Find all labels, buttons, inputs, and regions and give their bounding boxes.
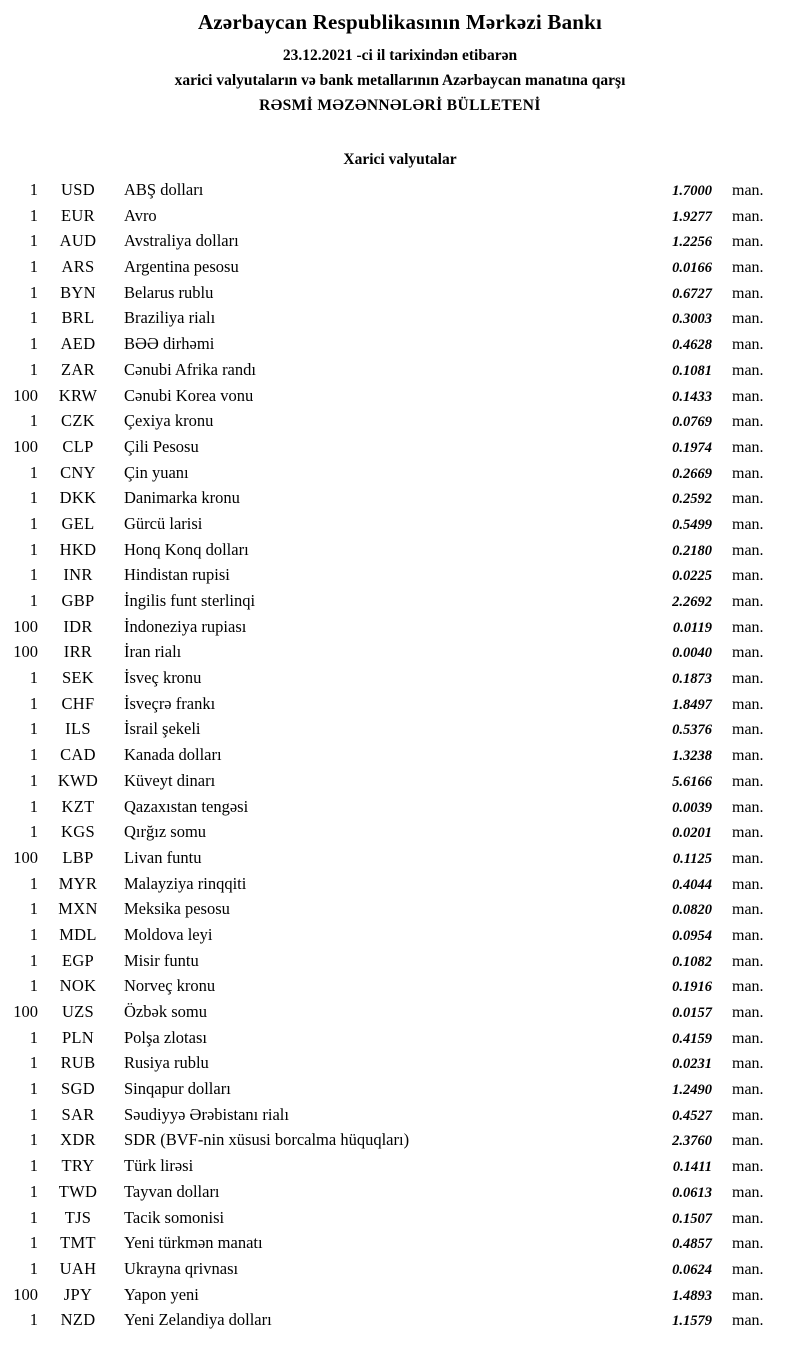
currency-code-cell: CNY [60,462,96,482]
rate-row [6,562,770,588]
quantity-cell: 100 [13,616,38,636]
unit-cell: man. [732,1209,764,1227]
unit-cell: man. [732,772,764,790]
quantity-cell: 100 [13,642,38,662]
rate-row [6,1076,770,1102]
unit-cell: man. [732,1286,764,1304]
unit-cell: man. [732,310,764,328]
quantity-cell: 1 [29,180,38,199]
unit-cell: man. [732,1132,764,1150]
currency-code-cell: IDR [63,616,93,636]
quantity-cell: 1 [29,308,38,328]
rate-value-cell: 0.0119 [672,619,712,636]
rate-value-cell: 0.1873 [672,671,712,688]
quantity-cell: 1 [29,1079,38,1099]
quantity-cell: 1 [29,462,38,482]
rate-row [6,999,770,1025]
rate-value-cell: 0.1082 [672,953,712,970]
unit-cell: man. [732,875,764,893]
quantity-cell: 1 [29,1104,38,1124]
rate-value-cell: 0.1433 [672,388,712,405]
quantity-cell: 1 [29,693,38,713]
rate-row [6,922,770,948]
currency-code-cell: CHF [61,693,95,713]
unit-cell: man. [732,695,764,713]
currency-name-cell: Belarus rublu [124,282,214,302]
currency-name-cell: Ukrayna qrivnası [124,1258,239,1278]
quantity-cell: 1 [29,950,38,970]
currency-code-cell: NOK [59,976,97,996]
quantity-cell: 1 [29,822,38,842]
unit-cell: man. [732,978,764,996]
unit-cell: man. [732,387,764,405]
rate-value-cell: 0.4044 [672,876,712,893]
quantity-cell: 1 [29,205,38,225]
rates-table [0,177,800,1333]
currency-name-cell: Misir funtu [124,950,199,970]
unit-cell: man. [732,1106,764,1124]
currency-name-cell: İran rialı [124,642,182,662]
quantity-cell: 1 [29,513,38,533]
unit-cell: man. [732,413,764,431]
quantity-cell: 1 [29,411,38,431]
quantity-cell: 1 [29,1053,38,1073]
rate-row [6,228,770,254]
currency-name-cell: Yeni türkmən manatı [124,1233,263,1253]
currency-name-cell: Danimarka kronu [124,488,240,508]
rate-value-cell: 0.0039 [672,799,712,816]
rate-value-cell: 0.6727 [672,285,712,302]
quantity-cell: 1 [29,796,38,816]
rate-row [6,948,770,974]
quantity-cell: 1 [29,488,38,508]
currency-code-cell: EUR [61,205,95,225]
quantity-cell: 1 [29,668,38,688]
rate-row [6,871,770,897]
currency-name-cell: Kanada dolları [124,745,222,765]
currency-code-cell: SEK [61,668,95,688]
rate-value-cell: 0.0820 [672,902,712,919]
unit-cell: man. [732,1029,764,1047]
bulletin-title: RƏSMİ MƏZƏNNƏLƏRİ BÜLLETENİ [259,97,541,114]
subtitle: xarici valyutaların və bank metallarının Azərbaycan manatına qarşı [174,72,626,89]
rate-row [6,305,770,331]
rate-value-cell: 0.1411 [672,1159,712,1176]
currency-name-cell: Avro [124,205,157,225]
unit-cell: man. [732,233,764,251]
rate-value-cell: 0.1081 [672,362,712,379]
currency-name-cell: İsveç kronu [124,668,202,688]
rate-row [6,614,770,640]
currency-code-cell: JPY [63,1284,93,1304]
currency-code-cell: TRY [61,1156,95,1176]
rate-value-cell: 0.0624 [672,1261,712,1278]
rate-row [6,177,770,203]
rate-value-cell: 2.3760 [672,1133,712,1150]
currency-name-cell: Çili Pesosu [124,436,199,456]
currency-code-cell: CZK [61,411,95,431]
rate-row [6,665,770,691]
rate-row [6,845,770,871]
currency-name-cell: Tayvan dolları [124,1181,220,1201]
currency-code-cell: CAD [60,745,96,765]
currency-name-cell: Moldova leyi [124,924,213,944]
rate-value-cell: 0.1125 [672,850,712,867]
rate-row [6,357,770,383]
currency-code-cell: NZD [60,1310,96,1330]
unit-cell: man. [732,1260,764,1278]
unit-cell: man. [732,1312,764,1330]
rate-value-cell: 1.9277 [672,208,712,225]
rate-value-cell: 0.0157 [672,1005,712,1021]
rate-value-cell: 0.4527 [672,1107,712,1124]
quantity-cell: 1 [29,591,38,610]
unit-cell: man. [732,541,764,559]
unit-cell: man. [732,618,764,636]
quantity-cell: 1 [29,873,38,893]
currency-name-cell: Braziliya rialı [124,308,216,328]
currency-name-cell: Qazaxıstan tengəsi [124,796,249,816]
rate-row [6,639,770,665]
currency-code-cell: MXN [58,899,98,919]
rate-value-cell: 5.6166 [672,773,712,790]
currency-name-cell: Yapon yeni [124,1284,199,1304]
rate-row [6,280,770,306]
currency-name-cell: Gürcü larisi [124,513,203,533]
unit-cell: man. [732,567,764,585]
unit-cell: man. [732,670,764,688]
currency-name-cell: BƏƏ dirhəmi [124,334,215,354]
rate-row [6,1256,770,1282]
unit-cell: man. [732,1158,764,1176]
rate-row [6,331,770,357]
currency-name-cell: Avstraliya dolları [124,231,239,251]
section-title: Xarici valyutalar [343,151,457,168]
currency-code-cell: CLP [62,436,94,456]
rate-value-cell: 0.1507 [672,1210,712,1227]
currency-code-cell: EGP [61,950,95,970]
rate-value-cell: 0.4628 [672,337,712,354]
currency-code-cell: ILS [65,719,91,739]
unit-cell: man. [732,901,764,919]
currency-code-cell: MYR [58,873,98,893]
quantity-cell: 1 [29,539,38,559]
unit-cell: man. [732,824,764,842]
rate-value-cell: 0.3003 [672,311,712,328]
rate-row [6,460,770,486]
quantity-cell: 1 [29,976,38,996]
rate-row [6,254,770,280]
rate-row [6,768,770,794]
unit-cell: man. [732,1055,764,1073]
quantity-cell: 100 [13,385,38,405]
currency-code-cell: AED [60,334,96,354]
currency-name-cell: Argentina pesosu [124,257,239,277]
rate-value-cell: 0.2592 [672,491,712,508]
currency-name-cell: Küveyt dinarı [124,770,216,790]
rate-value-cell: 0.0040 [672,645,712,662]
currency-name-cell: Livan funtu [124,847,202,867]
currency-name-cell: Norveç kronu [124,976,216,996]
unit-cell: man. [732,361,764,379]
currency-code-cell: GBP [61,591,95,610]
rate-row [6,511,770,537]
quantity-cell: 1 [29,1233,38,1253]
currency-name-cell: Honq Konq dolları [124,539,249,559]
rate-row [6,203,770,229]
rate-value-cell: 2.2692 [672,594,712,610]
currency-code-cell: AUD [59,231,97,251]
unit-cell: man. [732,515,764,533]
rate-value-cell: 1.1579 [672,1313,712,1330]
unit-cell: man. [732,747,764,765]
currency-code-cell: SAR [61,1104,95,1124]
rate-value-cell: 0.0231 [672,1056,712,1073]
currency-code-cell: KGS [61,822,95,842]
unit-cell: man. [732,644,764,662]
currency-name-cell: Malayziya rinqqiti [124,873,247,893]
currency-name-cell: Türk lirəsi [124,1156,194,1176]
currency-code-cell: RUB [60,1053,96,1073]
bulletin-header [0,10,800,115]
rate-row [6,537,770,563]
rate-value-cell: 0.1916 [672,979,712,996]
rate-row [6,1127,770,1153]
currency-name-cell: Özbək somu [124,1002,207,1021]
currency-name-cell: Qırğız somu [124,822,207,842]
quantity-cell: 100 [13,1002,38,1021]
unit-cell: man. [732,1081,764,1099]
rate-row [6,1025,770,1051]
quantity-cell: 1 [29,231,38,251]
currency-code-cell: BYN [60,282,96,302]
currency-code-cell: PLN [61,1027,95,1047]
rate-value-cell: 0.0769 [672,414,712,431]
unit-cell: man. [732,798,764,816]
quantity-cell: 1 [29,1181,38,1201]
quantity-cell: 1 [29,565,38,585]
currency-name-cell: Polşa zlotası [124,1027,207,1047]
currency-code-cell: UAH [59,1258,97,1278]
currency-name-cell: İsrail şekeli [124,719,201,739]
unit-cell: man. [732,721,764,739]
quantity-cell: 1 [29,924,38,944]
quantity-cell: 100 [13,436,38,456]
rate-row [6,742,770,768]
currency-code-cell: MDL [59,924,97,944]
rate-row [6,896,770,922]
rate-row [6,794,770,820]
currency-code-cell: KRW [58,385,98,405]
currency-code-cell: ARS [61,257,95,277]
unit-cell: man. [732,849,764,867]
rate-row [6,819,770,845]
quantity-cell: 1 [29,745,38,765]
rate-value-cell: 1.8497 [672,696,712,713]
rate-value-cell: 1.7000 [672,183,712,199]
quantity-cell: 1 [29,1207,38,1227]
currency-code-cell: BRL [61,308,95,328]
currency-code-cell: GEL [61,513,95,533]
unit-cell: man. [732,259,764,277]
quantity-cell: 1 [29,719,38,739]
rate-row [6,973,770,999]
rate-value-cell: 0.0166 [672,260,712,277]
currency-name-cell: İndoneziya rupiası [124,616,247,636]
unit-cell: man. [732,926,764,944]
unit-cell: man. [732,1235,764,1253]
quantity-cell: 1 [29,282,38,302]
currency-name-cell: Rusiya rublu [124,1053,209,1073]
rate-row [6,1205,770,1231]
rate-row [6,691,770,717]
currency-code-cell: XDR [60,1130,96,1150]
rate-value-cell: 0.2180 [672,542,712,559]
quantity-cell: 1 [29,1310,38,1330]
currency-code-cell: UZS [61,1002,95,1021]
unit-cell: man. [732,490,764,508]
rate-row [6,588,770,614]
currency-code-cell: TWD [58,1181,98,1201]
currency-name-cell: İsveçrə frankı [124,693,216,713]
unit-cell: man. [732,438,764,456]
currency-name-cell: Sinqapur dolları [124,1079,231,1099]
currency-code-cell: TMT [60,1233,96,1253]
currency-code-cell: KWD [57,770,99,790]
rate-row [6,485,770,511]
rate-row [6,1307,770,1333]
quantity-cell: 100 [13,1284,38,1304]
rate-value-cell: 1.3238 [672,748,712,765]
currency-name-cell: Tacik somonisi [124,1207,225,1227]
rate-value-cell: 1.2256 [672,234,712,251]
currency-code-cell: IRR [63,642,93,662]
unit-cell: man. [732,952,764,970]
currency-code-cell: HKD [59,539,97,559]
rate-row [6,1102,770,1128]
rate-value-cell: 0.0613 [672,1184,712,1201]
rate-row [6,408,770,434]
currency-name-cell: Cənubi Afrika randı [124,359,256,379]
currency-code-cell: SGD [61,1079,95,1099]
currency-code-cell: INR [63,565,93,585]
currency-code-cell: DKK [59,488,97,508]
rate-value-cell: 1.2490 [672,1082,712,1099]
quantity-cell: 1 [29,1130,38,1150]
currency-name-cell: Səudiyyə Ərəbistanı rialı [124,1104,289,1124]
unit-cell: man. [732,1004,764,1021]
quantity-cell: 1 [29,1258,38,1278]
currency-name-cell: ABŞ dolları [124,180,204,199]
rate-value-cell: 0.4857 [672,1236,712,1253]
rate-value-cell: 0.5376 [672,722,712,739]
rate-row [6,1230,770,1256]
currency-code-cell: KZT [61,796,95,816]
quantity-cell: 100 [13,847,38,867]
quantity-cell: 1 [29,770,38,790]
page-title: Azərbaycan Respublikasının Mərkəzi Bankı [197,10,603,34]
currency-name-cell: Meksika pesosu [124,899,230,919]
currency-code-cell: TJS [64,1207,92,1227]
rate-value-cell: 0.0954 [672,927,712,944]
date-line: 23.12.2021 -ci il tarixindən etibarən [282,47,518,64]
unit-cell: man. [732,464,764,482]
currency-name-cell: Hindistan rupisi [124,565,230,585]
rate-row [6,1282,770,1308]
rate-row [6,434,770,460]
rate-row [6,1050,770,1076]
currency-name-cell: Çin yuanı [124,462,189,482]
currency-code-cell: USD [61,180,95,199]
quantity-cell: 1 [29,334,38,354]
currency-code-cell: LBP [62,847,94,867]
rate-row [6,716,770,742]
rate-row [6,1153,770,1179]
currency-name-cell: İngilis funt sterlinqi [124,591,256,610]
rate-value-cell: 0.0225 [672,568,712,585]
currency-name-cell: SDR (BVF-nin xüsusi borcalma hüquqları) [124,1130,410,1150]
unit-cell: man. [732,182,764,199]
rate-value-cell: 0.5499 [672,516,712,533]
unit-cell: man. [732,1183,764,1201]
quantity-cell: 1 [29,1156,38,1176]
unit-cell: man. [732,336,764,354]
rate-row [6,1179,770,1205]
unit-cell: man. [732,593,764,610]
unit-cell: man. [732,284,764,302]
unit-cell: man. [732,207,764,225]
currency-name-cell: Çexiya kronu [124,411,214,431]
quantity-cell: 1 [29,899,38,919]
currency-code-cell: ZAR [61,359,95,379]
currency-name-cell: Cənubi Korea vonu [124,385,254,405]
rate-value-cell: 0.2669 [672,465,712,482]
rate-value-cell: 1.4893 [672,1287,712,1304]
currency-name-cell: Yeni Zelandiya dolları [124,1310,272,1330]
quantity-cell: 1 [29,257,38,277]
quantity-cell: 1 [29,1027,38,1047]
rate-value-cell: 0.1974 [672,439,712,456]
rate-value-cell: 0.0201 [672,825,712,842]
rate-value-cell: 0.4159 [672,1030,712,1047]
quantity-cell: 1 [29,359,38,379]
rate-row [6,383,770,409]
